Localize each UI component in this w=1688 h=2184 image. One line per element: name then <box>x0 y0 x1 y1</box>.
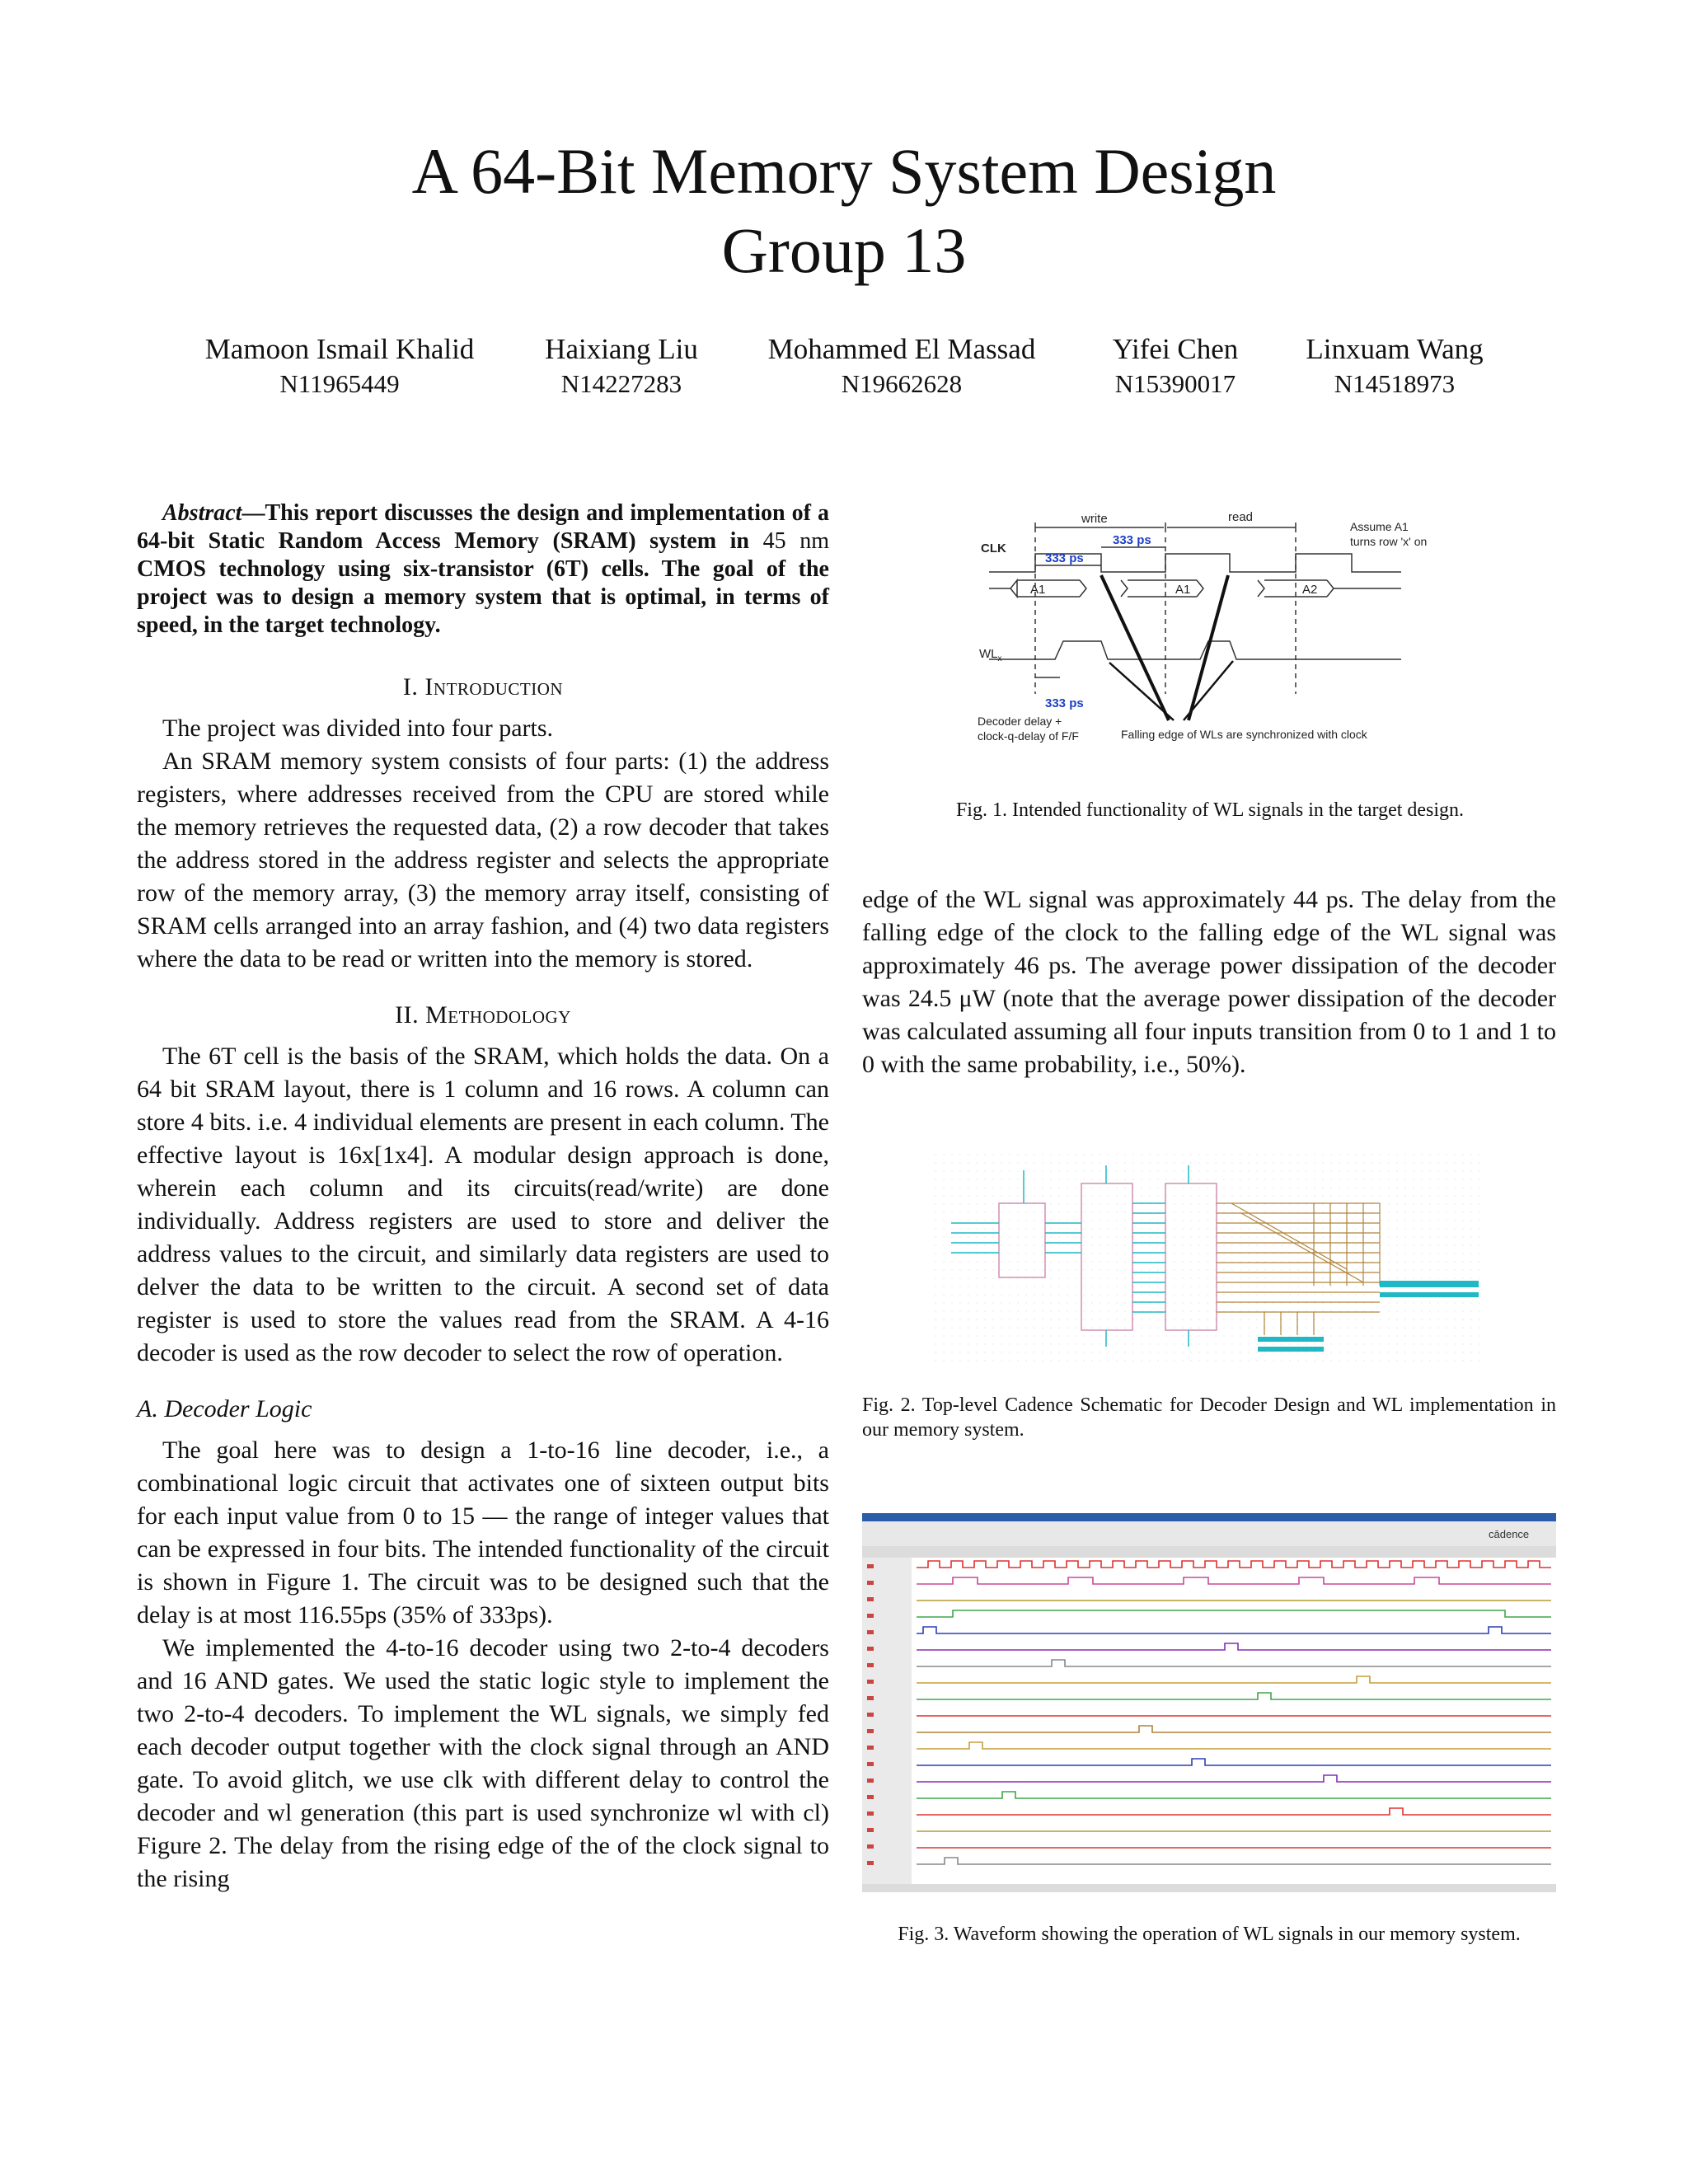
label-clk: CLK <box>981 541 1006 555</box>
abstract-unit: 45 nm <box>762 528 829 554</box>
label-decoder-delay-1: Decoder delay + <box>978 715 1062 728</box>
left-column <box>137 499 829 1896</box>
figure-1-caption: Fig. 1. Intended functionality of WL signals in the target design. <box>955 799 1465 821</box>
abstract <box>137 499 829 640</box>
author-id: N11965449 <box>279 369 400 398</box>
figure-1-timing-diagram <box>956 504 1434 752</box>
paragraph: The project was divided into four parts. <box>162 715 554 742</box>
section-heading-method: II. Methodology <box>395 1001 571 1029</box>
section-heading-intro: I. Introduction <box>402 673 564 701</box>
label-write: write <box>1081 512 1108 526</box>
label-read: read <box>1228 510 1254 524</box>
figure-2-schematic <box>935 1154 1487 1368</box>
title-line-2: Group 13 <box>721 214 967 286</box>
author-3 <box>753 331 1050 401</box>
label-333ps-b: 333 ps <box>1045 551 1084 565</box>
label-wl <box>979 647 1002 663</box>
title-line-1: A 64-Bit Memory System Design <box>411 135 1277 207</box>
author-1 <box>191 331 488 401</box>
subsection-heading-decoder: A. Decoder Logic <box>137 1395 312 1422</box>
right-column <box>862 883 1556 1081</box>
figure-3-caption: Fig. 3. Waveform showing the operation of WL signals in our memory system. <box>898 1924 1521 1945</box>
author-id: N15390017 <box>1114 369 1236 398</box>
label-a1: A1 <box>1030 583 1046 597</box>
abstract-dash: — <box>241 500 265 526</box>
label-wl-main: WL <box>979 647 998 661</box>
paragraph: We implemented the 4-to-16 decoder using two 2-to-4 decoders and 16 AND gates. We used the static logic style to implement the two 2-to-4 decoders. To implement the WL signals, we simply fed each decoder output together with the clock signal through an AND gate. To avoid glitch, we use clk with different delay to control the decoder and wl generation (this part is used synchronize wl with cl) Figure 2. The delay from the rising edge of the of the clock signal to the rising <box>137 1634 829 1892</box>
label-wl-sub: x <box>997 654 1002 663</box>
paragraph: edge of the WL signal was approximately 44 ps. The delay from the falling edge of the clock to the falling edge of the WL signal was approximately 46 ps. The average power dissipation of the decoder was 24.5 μW (note that the average power dissipation of the decoder was calculated assuming all four inputs transition from 0 to 1 and 1 to 0 with the same probability, i.e., 50%). <box>862 886 1556 1078</box>
abstract-text-a: This report discusses the design and implementation of a 64-bit Static Random Access Memory (SRAM) system in <box>137 500 829 554</box>
author-2 <box>473 331 770 401</box>
cadence-brand: cādence <box>1489 1528 1530 1540</box>
paragraph: The goal here was to design a 1-to-16 line decoder, i.e., a combinational logic circuit that activates one of sixteen output bits for each input value from 0 to 15 — the range of integer values that can be expressed in four bits. The intended functionality of the circuit is shown in Figure 1. The circuit was to be designed such that the delay is at most 116.55ps (35% of 333ps). <box>137 1436 829 1629</box>
label-333ps-c: 333 ps <box>1045 696 1084 710</box>
label-a1-second: A1 <box>1175 583 1191 597</box>
author-name: Yifei Chen <box>1112 333 1239 365</box>
figure-3-waveform-screenshot <box>862 1513 1556 1892</box>
paper-title <box>0 132 1688 290</box>
label-a2: A2 <box>1302 583 1318 597</box>
label-assume-1: Assume A1 <box>1350 520 1409 533</box>
label-333ps-a: 333 ps <box>1113 533 1151 547</box>
author-id: N14227283 <box>560 369 682 398</box>
author-name: Mamoon Ismail Khalid <box>204 333 475 365</box>
abstract-label: Abstract <box>162 500 242 526</box>
label-falling-edge: Falling edge of WLs are synchronized with clock <box>1121 728 1367 741</box>
author-5 <box>1246 331 1543 401</box>
paragraph: The 6T cell is the basis of the SRAM, which holds the data. On a 64 bit SRAM layout, there is 1 column and 16 rows. A column can store 4 bits. i.e. 4 individual elements are present in each column. The effective layout is 16x[1x4]. A modular design approach is done, wherein each column and its circuits(read/write) are done individually. Address registers are used to store and deliver the address values to the circuit, and similarly data registers are used to delver the data to be written to the circuit. A second set of data register is used to store the values read from the SRAM. A 4-16 decoder is used as the row decoder to select the row of operation. <box>137 1043 829 1366</box>
label-assume-2: turns row 'x' on <box>1350 535 1428 548</box>
author-name: Mohammed El Massad <box>767 333 1036 365</box>
paragraph: An SRAM memory system consists of four parts: (1) the address registers, where addresses received from the CPU are stored while the memory retrieves the requested data, (2) a row decoder that takes the address stored in the address register and selects the appropriate row of the memory array, (3) the memory array itself, consisting of SRAM cells arranged into an array fashion, and (4) two data registers where the data to be read or written into the memory is stored. <box>137 748 829 972</box>
abstract-text-b: CMOS technology using six-transistor (6T) cells. The goal of the project was to design a memory system that is optimal, in terms of speed, in the target technology. <box>137 556 829 638</box>
figure-2-caption: Fig. 2. Top-level Cadence Schematic for Decoder Design and WL implementation in our memory system. <box>862 1394 1556 1441</box>
author-name: Linxuam Wang <box>1306 333 1484 365</box>
author-id: N19662628 <box>841 369 963 398</box>
label-decoder-delay-2: clock-q-delay of F/F <box>978 729 1079 743</box>
author-name: Haixiang Liu <box>545 333 698 365</box>
author-id: N14518973 <box>1334 369 1456 398</box>
